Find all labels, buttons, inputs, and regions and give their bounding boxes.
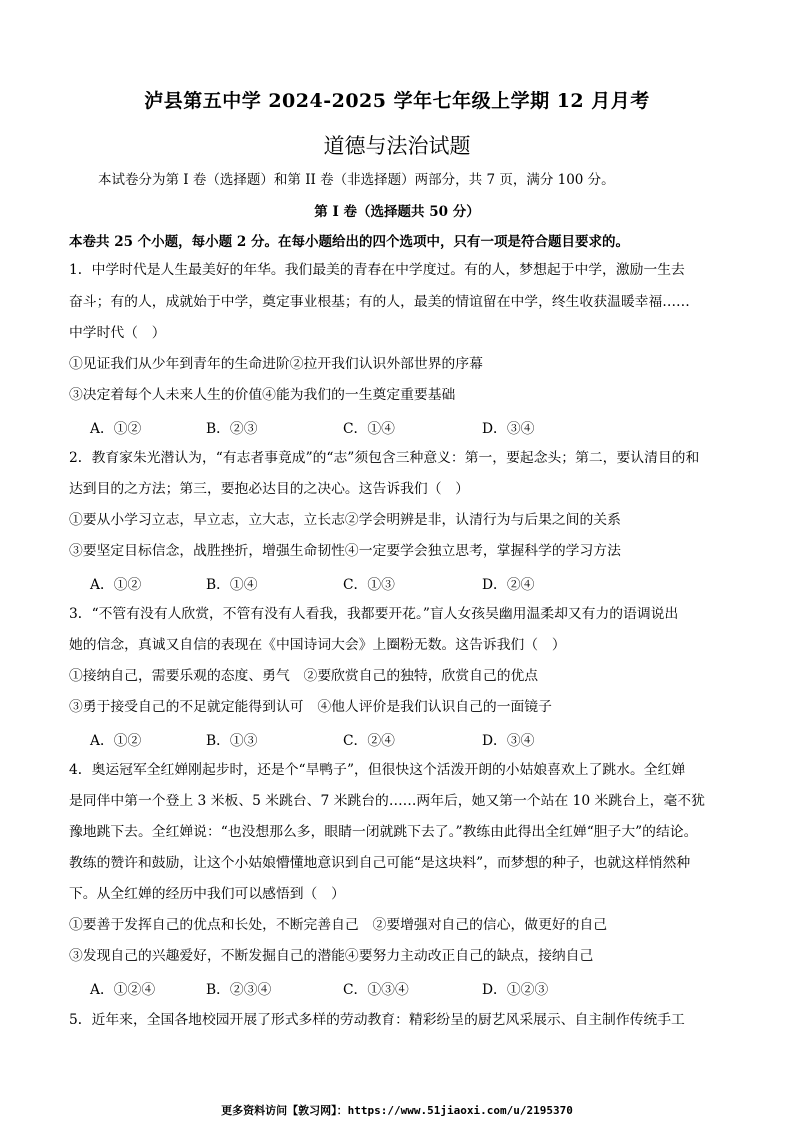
option-a: A．①②	[90, 577, 142, 593]
statement-line: ③发现自己的兴趣爱好，不断发掘自己的潜能④要努力主动改正自己的缺点，接纳自己	[69, 948, 594, 964]
question-text-line: 下。从全红婵的经历中我们可以感悟到（ ）	[69, 886, 345, 902]
option-c: C．②④	[343, 733, 395, 749]
question-text-line: 达到目的之方法；第三，要抱必达目的之决心。这告诉我们（ ）	[69, 481, 470, 497]
question-text-line: 2．教育家朱光潜认为，“有志者事竟成”的“志”须包含三种意义：第一，要起念头；第二，要认清目的和	[69, 450, 700, 466]
option-d: D．③④	[482, 733, 535, 749]
option-d: D．②④	[482, 577, 535, 593]
option-c: C．①④	[343, 421, 395, 437]
question-text-line: 奋斗；有的人，成就始于中学，奠定事业根基；有的人，最美的情谊留在中学，终生收获温暖幸福……	[69, 294, 690, 310]
option-a: A．①②	[90, 733, 142, 749]
option-b: B．②③	[206, 421, 258, 437]
option-c: C．①③	[343, 577, 395, 593]
statement-line: ③决定着每个人未来人生的价值④能为我们的一生奠定重要基础	[69, 387, 456, 403]
question-text-line: 豫地跳下去。全红婵说：“也没想那么多，眼睛一闭就跳下去了。”教练由此得出全红婵“胆子大”的结论。	[69, 824, 698, 840]
question-text-line: 3．“不管有没有人欣赏，不管有没有人看我，我都要开花。”盲人女孩吴幽用温柔却又有力的语调说出	[69, 606, 679, 622]
statement-line: ①见证我们从少年到青年的生命进阶②拉开我们认识外部世界的序幕	[69, 356, 483, 372]
statement-line: ③勇于接受自己的不足就定能得到认可 ④他人评价是我们认识自己的一面镜子	[69, 699, 552, 715]
subject-title: 道德与法治试题	[323, 134, 471, 158]
option-d: D．③④	[482, 421, 535, 437]
exam-intro: 本试卷分为第 I 卷（选择题）和第 II 卷（非选择题）两部分，共 7 页，满分 100 分。	[98, 172, 615, 188]
question-text-line: 是同伴中第一个登上 3 米板、5 米跳台、7 米跳台的……两年后，她又第一个站在 10 米跳台上，毫不犹	[69, 793, 705, 809]
exam-title: 泸县第五中学 2024-2025 学年七年级上学期 12 月月考	[144, 90, 650, 112]
question-text-line: 中学时代（ ）	[69, 325, 166, 341]
option-c: C．①③④	[343, 982, 409, 998]
option-b: B．②③④	[206, 982, 272, 998]
option-b: B．①③	[206, 733, 258, 749]
statement-line: ①要善于发挥自己的优点和长处，不断完善自己 ②要增强对自己的信心，做更好的自己	[69, 917, 608, 933]
question-text-line: 她的信念，真诚又自信的表现在《中国诗词大会》上圈粉无数。这告诉我们（ ）	[69, 637, 566, 653]
question-text-line: 5．近年来，全国各地校园开展了形式多样的劳动教育：精彩纷呈的厨艺风采展示、自主制作传统手工	[69, 1012, 685, 1028]
statement-line: ①要从小学习立志，早立志，立大志，立长志②学会明辨是非，认清行为与后果之间的关系	[69, 512, 621, 528]
option-d: D．①②③	[482, 982, 549, 998]
footer-link[interactable]: 更多资料访问【敦习网】：https://www.51jiaoxi.com/u/2195370	[221, 1104, 573, 1117]
statement-line: ③要坚定目标信念，战胜挫折，增强生命韧性④一定要学会独立思考，掌握科学的学习方法	[69, 543, 621, 559]
question-text-line: 1．中学时代是人生最美好的年华。我们最美的青春在中学度过。有的人，梦想起于中学，激励一生去	[69, 262, 685, 278]
option-b: B．①④	[206, 577, 258, 593]
option-a: A．①②	[90, 421, 142, 437]
section-title: 第 I 卷（选择题共 50 分）	[314, 204, 480, 220]
question-text-line: 4．奥运冠军全红婵刚起步时，还是个“旱鸭子”，但很快这个活泼开朗的小姑娘喜欢上了跳水。全红婵	[69, 762, 686, 778]
section-instructions: 本卷共 25 个小题，每小题 2 分。在每小题给出的四个选项中，只有一项是符合题目要求的。	[69, 234, 629, 250]
statement-line: ①接纳自己，需要乐观的态度、勇气 ②要欣赏自己的独特，欣赏自己的优点	[69, 668, 539, 684]
question-text-line: 教练的赞许和鼓励，让这个小姑娘懵懂地意识到自己可能“是这块料”，而梦想的种子，也就这样悄然种	[69, 855, 691, 871]
option-a: A．①②④	[90, 982, 156, 998]
